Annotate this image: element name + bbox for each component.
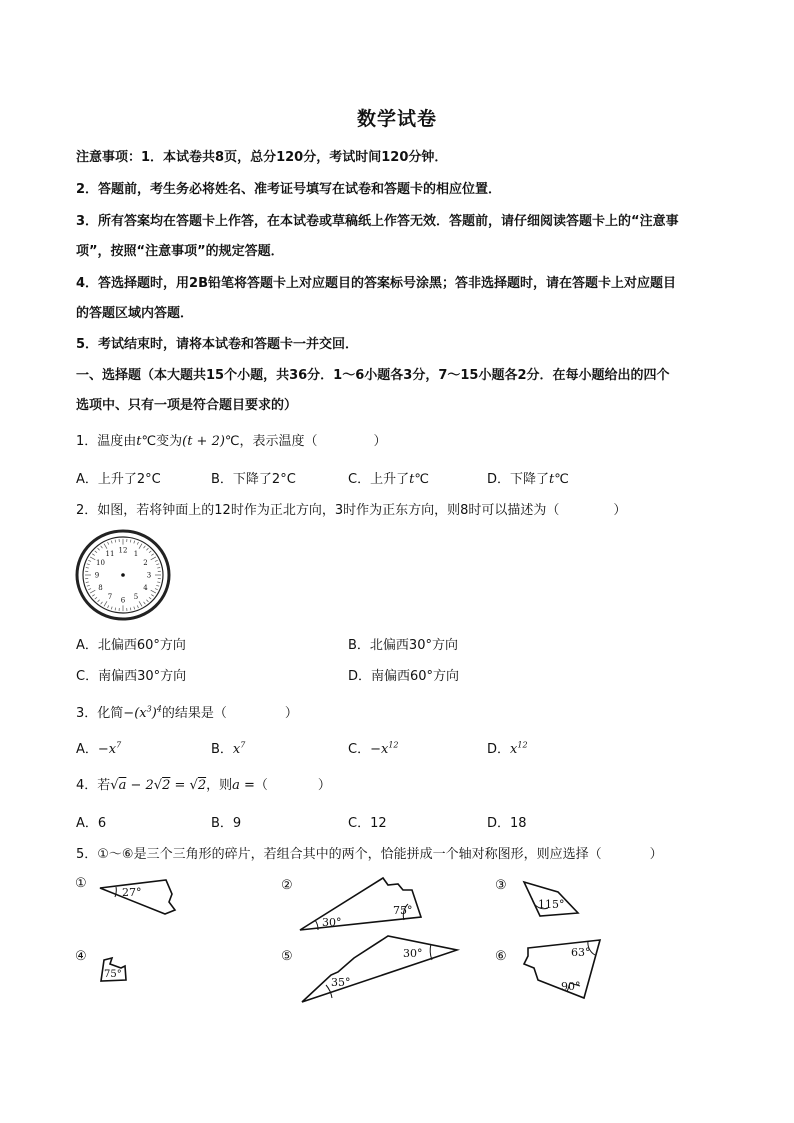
question-3-stem: 3．化简$-(x^3)^4$的结果是（ ） [76,704,298,721]
piece-2-angle-75: 75° [393,904,413,917]
piece-2-label: ② [281,878,293,893]
piece-5-angle-35: 35° [331,976,351,989]
q2-option-a: A．北偏西60°方向 [76,638,186,653]
question-1-stem: 1．温度由t℃变为(t + 2)℃，表示温度（ ） [76,434,387,449]
piece-1-angle-27: 27° [122,886,142,899]
piece-5-label: ⑤ [281,949,293,964]
piece-6-angle-63: 63° [571,946,591,959]
q1-option-b: B．下降了2°C [211,472,296,487]
clock-number: 1 [133,549,139,558]
q4-option-a: A．6 [76,816,107,831]
clock-number: 6 [120,596,126,605]
clock-number: 5 [133,593,139,602]
q3-option-d: D．$x^{12}$ [487,740,528,757]
question-4-stem: 4．若√a − 2√2 = √2，则a =（ ） [76,778,331,793]
clock-number: 12 [118,546,128,555]
q4-option-d: D．18 [487,816,527,831]
question-2-stem: 2．如图，若将钟面上的12时作为正北方向，3时作为正东方向，则8时可以描述为（ ） [76,503,627,518]
piece-4-label: ④ [75,949,87,964]
piece-2-angle-30: 30° [322,916,342,929]
q3-option-c: C．$-x^{12}$ [348,740,399,757]
note-line-6: 的答题区域内答题． [76,306,194,321]
piece-5-shape [302,936,457,1002]
section-heading-line-1: 一、选择题（本大题共15个小题，共36分．1～6小题各3分，7～15小题各2分．在每小题给出的四个 [76,368,670,383]
q4-option-c: C．12 [348,816,387,831]
piece-6-angle-90: 90° [561,980,581,993]
note-line-1: 注意事项：1．本试卷共8页，总分120分，考试时间120分钟． [76,150,448,165]
clock-number: 3 [146,571,152,580]
clock-number: 8 [98,584,103,592]
note-line-5: 4．答选择题时，用2B铅笔将答题卡上对应题目的答案标号涂黑；答非选择题时，请在答题卡上对应题目 [76,276,677,291]
piece-5-angle-30: 30° [403,947,423,960]
q2-option-c: C．南偏西30°方向 [76,669,187,684]
section-heading-line-2: 选项中、只有一项是符合题目要求的） [76,398,298,413]
clock-figure [74,528,172,622]
clock-number: 9 [94,571,100,580]
q1-option-a: A．上升了2°C [76,472,161,487]
q2-option-b: B．北偏西30°方向 [348,638,458,653]
triangle-fragments-figure [70,868,610,1013]
piece-3-angle-115: 115° [538,898,565,911]
q1-option-d: D．下降了t℃ [487,472,569,487]
q4-option-b: B．9 [211,816,242,831]
note-line-3: 3．所有答案均在答题卡上作答，在本试卷或草稿纸上作答无效．答题前，请仔细阅读答题卡上的“注意事 [76,214,679,229]
clock-number: 10 [96,559,105,567]
clock-number: 2 [143,559,148,567]
page-title: 数学试卷 [356,108,437,130]
clock-number: 4 [143,584,148,592]
q2-option-d: D．南偏西60°方向 [348,669,460,684]
note-line-4: 项”，按照“注意事项”的规定答题． [76,244,284,259]
note-line-7: 5．考试结束时，请将本试卷和答题卡一并交回． [76,337,359,352]
q3-option-b: B．$x^7$ [211,740,246,757]
note-line-2: 2．答题前，考生务必将姓名、准考证号填写在试卷和答题卡的相应位置． [76,182,502,197]
q3-option-a: A．$-x^7$ [76,740,122,757]
piece-1-label: ① [75,876,87,891]
piece-6-label: ⑥ [495,949,507,964]
piece-4-angle-75: 75° [104,969,122,980]
clock-number: 7 [107,593,113,602]
q1-option-c: C．上升了t℃ [348,472,429,487]
piece-3-label: ③ [495,878,507,893]
question-5-stem: 5．①～⑥是三个三角形的碎片，若组合其中的两个，恰能拼成一个轴对称图形，则应选择（ ） [76,847,663,862]
clock-number: 11 [105,549,115,558]
